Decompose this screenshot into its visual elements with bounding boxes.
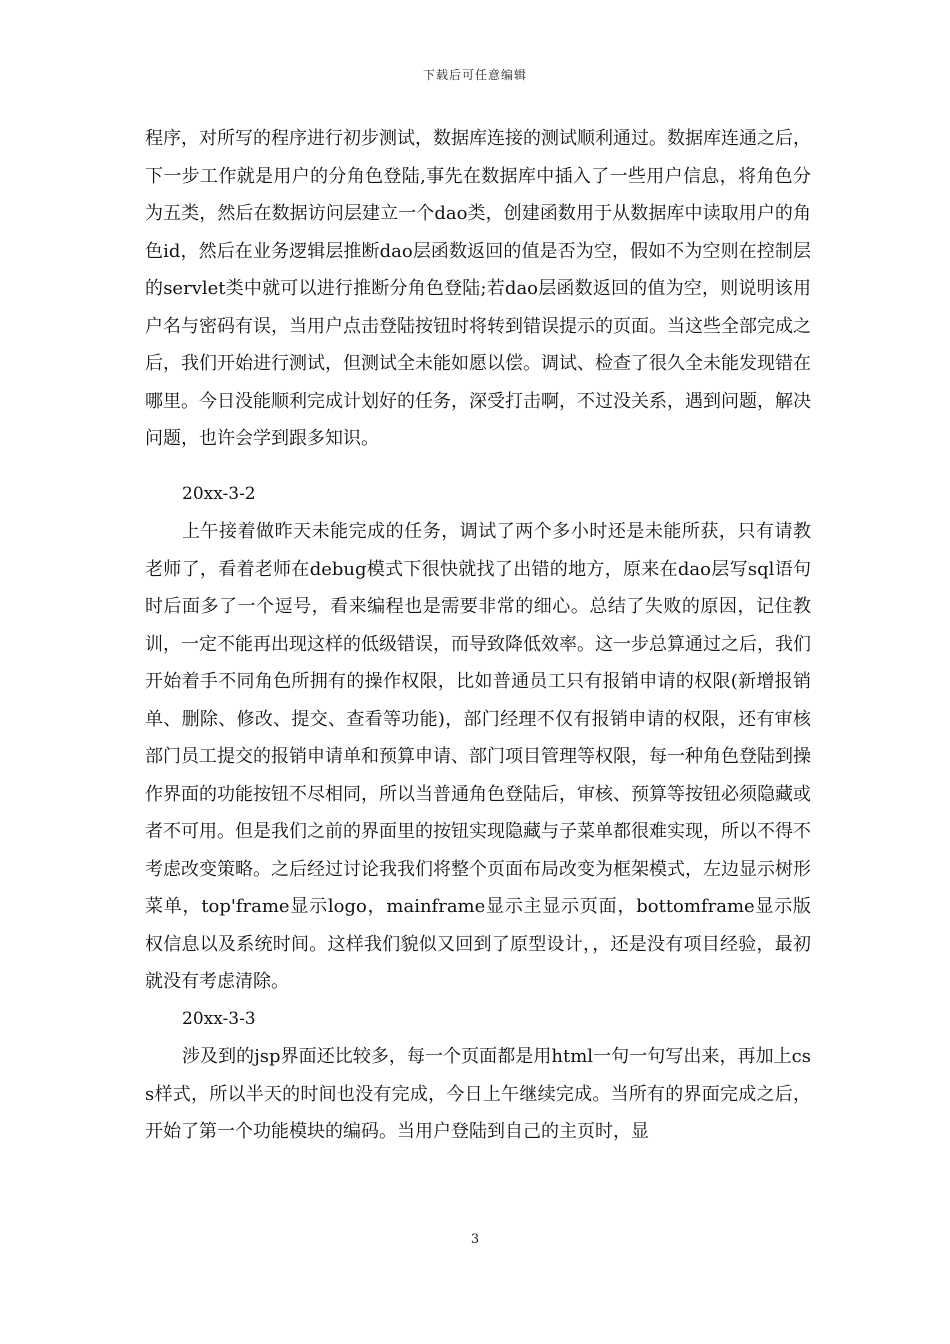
paragraph-3: 涉及到的jsp界面还比较多，每一个页面都是用html一句一句写出来，再加上css样式，所以半天的时间也没有完成，今日上午继续完成。当所有的界面完成之后，开始了第一个功能模块的编码。当用户登陆到自己的主页时，显 — [145, 1046, 811, 1142]
entry-date-2: 20xx-3-2 — [182, 483, 256, 504]
entry-date-3: 20xx-3-3 — [182, 1008, 256, 1029]
paragraph-gap — [145, 458, 811, 476]
document-body — [145, 120, 811, 1151]
paragraph-2: 上午接着做昨天未能完成的任务，调试了两个多小时还是未能所获，只有请教老师了，看着老师在debug模式下很快就找了出错的地方，原来在dao层写sql语句时后面多了一个逗号，看来编程也是需要非常的细心。总结了失败的原因，记住教训，一定不能再出现这样的低级错误，而导致降低效率。这一步总算通过之后，我们开始着手不同角色所拥有的操作权限，比如普通员工只有报销申请的权限(新增报销单、删除、修改、提交、查看等功能)，部门经理不仅有报销申请的权限，还有审核部门员工提交的报销申请单和预算申请、部门项目管理等权限，每一种角色登陆到操作界面的功能按钮不尽相同，所以当普通角色登陆后，审核、预算等按钮必须隐藏或者不可用。但是我们之前的界面里的按钮实现隐藏与子菜单都很难实现，所以不得不考虑改变策略。之后经过讨论我我们将整个页面布局改变为框架模式，左边显示树形菜单，top'frame显示logo，mainframe显示主显示页面，bottomframe显示版权信息以及系统时间。这样我们貌似又回到了原型设计，，还是没有项目经验，最初就没有考虑清除。 — [145, 521, 811, 992]
page-header: 下载后可任意编辑 — [422, 68, 527, 82]
page-number: 3 — [470, 1232, 480, 1247]
paragraph-1: 程序，对所写的程序进行初步测试，数据库连接的测试顺利通过。数据库连通之后，下一步工作就是用户的分角色登陆,事先在数据库中插入了一些用户信息，将角色分为五类，然后在数据访问层建立一个dao类，创建函数用于从数据库中读取用户的角色id，然后在业务逻辑层推断dao层函数返回的值是否为空，假如不为空则在控制层的servlet类中就可以进行推断分角色登陆;若dao层函数返回的值为空，则说明该用户名与密码有误，当用户点击登陆按钮时将转到错误提示的页面。当这些全部完成之后，我们开始进行测试，但测试全未能如愿以偿。调试、检查了很久全未能发现错在哪里。今日没能顺利完成计划好的任务，深受打击啊，不过没关系，遇到问题，解决问题，也许会学到跟多知识。 — [145, 128, 811, 449]
